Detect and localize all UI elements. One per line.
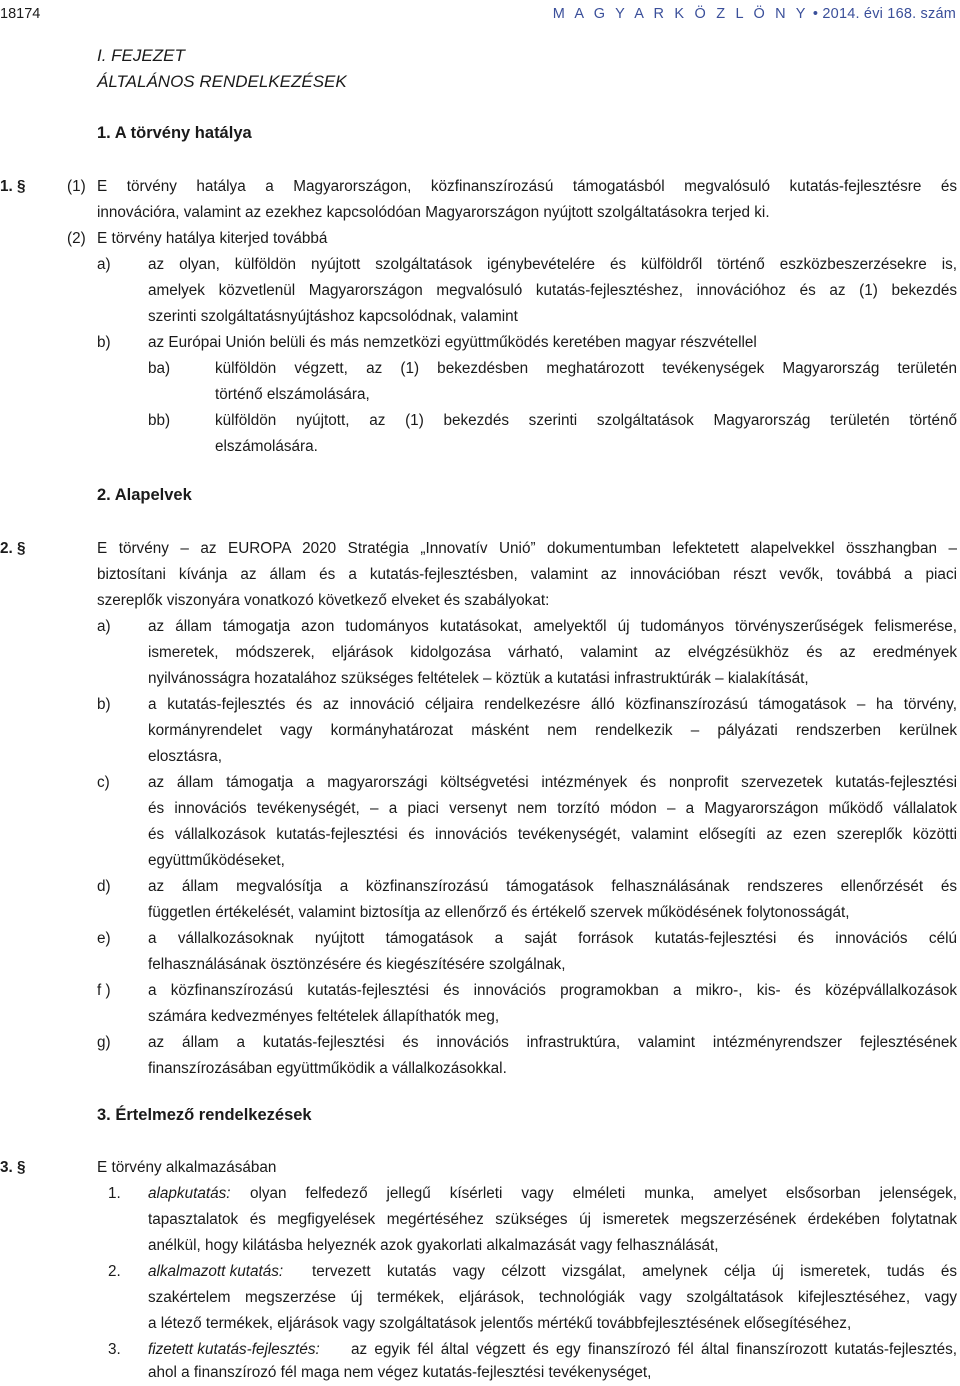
text-line: finanszírozásában együttműködik a vállalkozásokkal. — [148, 1060, 507, 1077]
point-mark: a) — [97, 618, 111, 635]
section-number: 3. § — [0, 1159, 26, 1176]
text-line: együttműködéseket, — [148, 852, 285, 869]
text-line: elszámolására. — [215, 438, 318, 455]
chapter-number: I. FEJEZET — [97, 46, 185, 65]
subtitle-3: 3. Értelmező rendelkezések — [97, 1106, 312, 1124]
text-line: ahol a finanszírozó fél maga nem végez kutatás-fejlesztési tevékenységet, — [148, 1364, 652, 1381]
text-line: szakértelem megszerzése új termékek, eljárások, technológiák vagy szolgáltatások kifejlesztéséhez, vagy — [148, 1289, 957, 1306]
journal-info — [553, 2, 956, 28]
subpoint-mark: bb) — [148, 412, 171, 429]
defined-term: alkalmazott kutatás: — [148, 1263, 284, 1280]
text-line: elosztásra, — [148, 748, 222, 765]
section-number: 1. § — [0, 178, 26, 195]
subsection-mark: (1) — [67, 178, 86, 195]
point-mark: b) — [97, 696, 111, 713]
text-line: E törvény alkalmazásában — [97, 1159, 277, 1176]
paragraph-line — [0, 174, 960, 200]
text-line: az olyan, külföldön nyújtott szolgáltatások igénybevételére és külföldről történő eszközbeszerzésekre is, — [148, 256, 957, 273]
text-line: a kutatás-fejlesztés és az innováció céljaira rendelkezésre álló közfinanszírozású támogatások – ha törvény, — [148, 696, 957, 713]
text-line: számára kedvezményes feltételek állapíthatók meg, — [148, 1008, 500, 1025]
text-line: szerinti szolgáltatásnyújtáshoz kapcsolódnak, valamint — [148, 308, 518, 325]
text-line: E törvény hatálya a Magyarországon, közfinanszírozású támogatásból megvalósuló kutatás-fejlesztésre és — [97, 178, 957, 195]
text-line: szereplők viszonyára vonatkozó következő elveket és szabályokat: — [97, 592, 550, 609]
page-header — [0, 2, 960, 24]
text-line: amelyek közvetlenül Magyarországon megvalósuló kutatás-fejlesztéshez, innovációhoz és az (1) bekezdés — [148, 282, 957, 299]
text-line: E törvény hatálya kiterjed továbbá — [97, 230, 328, 247]
page-number: 18174 — [0, 6, 41, 22]
text-line: és innovációs tevékenységét, – a piaci versenyt nem torzító módon – a Magyarországon működő vállalatok — [148, 800, 957, 817]
text-line: kormányrendelet vagy kormányhatározat másként nem rendelkezik – pályázati rendszerben kerülnek — [148, 722, 957, 739]
text-line: biztosítani kívánja az állam és a kutatás-fejlesztésben, valamint az innovációban részt vevők, továbbá a piaci — [97, 566, 957, 583]
subtitle-1: 1. A törvény hatálya — [97, 124, 252, 142]
text-line: külföldön nyújtott, az (1) bekezdés szerinti szolgáltatások Magyarország területén történő — [215, 412, 957, 429]
section-number: 2. § — [0, 540, 26, 557]
point-mark: f ) — [97, 982, 111, 999]
text-line: és vállalkozások kutatás-fejlesztési és innovációs tevékenységét, valamint elősegíti az ezen szereplők közötti — [148, 826, 957, 843]
text-line: olyan felfedező jellegű kísérleti vagy elméleti munka, amelyet elsősorban jelenségek, — [250, 1185, 957, 1202]
item-number: 2. — [108, 1263, 121, 1280]
text-line: tervezett kutatás vagy célzott vizsgálat, amelynek célja új ismeretek, tudás és — [312, 1263, 957, 1280]
point-mark: c) — [97, 774, 110, 791]
text-line: az egyik fél által végzett és egy finanszírozó fél által finanszírozott kutatás-fejlesztés, — [351, 1341, 957, 1358]
text-line: anélkül, hogy kilátásba helyeznék azok gyakorlati alkalmazását vagy felhasználását, — [148, 1237, 719, 1254]
text-line: az állam a kutatás-fejlesztési és innovációs infrastruktúra, valamint intézményrendszer fejlesztésének — [148, 1034, 957, 1051]
defined-term: fizetett kutatás-fejlesztés: — [148, 1341, 320, 1358]
text-line: az Európai Unión belüli és más nemzetközi együttműködés keretében magyar részvétellel — [148, 334, 757, 351]
journal-title: M A G Y A R K Ö Z L Ö N Y — [552, 6, 809, 22]
text-line: független értékelését, valamint biztosítja az ellenőrző és értékelő szervek működésének folytonosságát, — [148, 904, 850, 921]
point-mark: b) — [97, 334, 111, 351]
text-line: nyilvánosságra hozatalához szükséges feltételek – köztük a kutatási infrastruktúrák – kialakítását, — [148, 670, 809, 687]
text-line: a vállalkozásoknak nyújtott támogatások a saját források kutatás-fejlesztési és innovációs célú — [148, 930, 957, 947]
text-line: az állam támogatja a magyarországi költségvetési intézmények és nonprofit szervezetek kutatás-fejlesztési — [148, 774, 957, 791]
text-line: felhasználásának ösztönzésére és kiegészítésére szolgálnak, — [148, 956, 566, 973]
text-line: innovációra, valamint az ezekhez kapcsolódóan Magyarországon nyújtott szolgáltatásokra terjed ki. — [97, 204, 770, 221]
separator-dot: • — [812, 6, 819, 22]
point-mark: e) — [97, 930, 111, 947]
subpoint-mark: ba) — [148, 360, 171, 377]
chapter-title: ÁLTALÁNOS RENDELKEZÉSEK — [97, 72, 347, 91]
subtitle-2: 2. Alapelvek — [97, 486, 192, 504]
point-mark: d) — [97, 878, 111, 895]
text-line: az állam megvalósítja a közfinanszírozású támogatások felhasználásának rendszeres ellenőrzését és — [148, 878, 957, 895]
text-line: az állam támogatja azon tudományos kutatásokat, amelyektől új tudományos törvényszerűségek felismerése, — [148, 618, 957, 635]
item-number: 1. — [108, 1185, 121, 1202]
subsection-mark: (2) — [67, 230, 86, 247]
text-line: történő elszámolására, — [215, 386, 370, 403]
defined-term: alapkutatás: — [148, 1185, 231, 1202]
point-mark: g) — [97, 1034, 111, 1051]
item-number: 3. — [108, 1341, 121, 1358]
text-line: ismeretek, módszerek, eljárások kidolgozása várható, valamint az elvégzésükhöz és az eredmények — [148, 644, 957, 661]
point-mark: a) — [97, 256, 111, 273]
issue-number: 2014. évi 168. szám — [822, 6, 956, 22]
text-line: külföldön végzett, az (1) bekezdésben meghatározott tevékenységek Magyarország területén — [215, 360, 957, 377]
text-line: a létező termékek, eljárások vagy szolgáltatások jelentős mértékű továbbfejlesztésének elősegítéséhez, — [148, 1315, 852, 1332]
text-line: a közfinanszírozású kutatás-fejlesztési és innovációs programokban a mikro-, kis- és középvállalkozások — [148, 982, 957, 999]
text-line: E törvény – az EUROPA 2020 Stratégia „Innovatív Unió” dokumentumban lefektetett alapelvekkel összhangban – — [97, 540, 957, 557]
text-line: tapasztalatok és megfigyelések megértéséhez szükséges új ismeretek megszerzésének érdekében folytatnak — [148, 1211, 957, 1228]
